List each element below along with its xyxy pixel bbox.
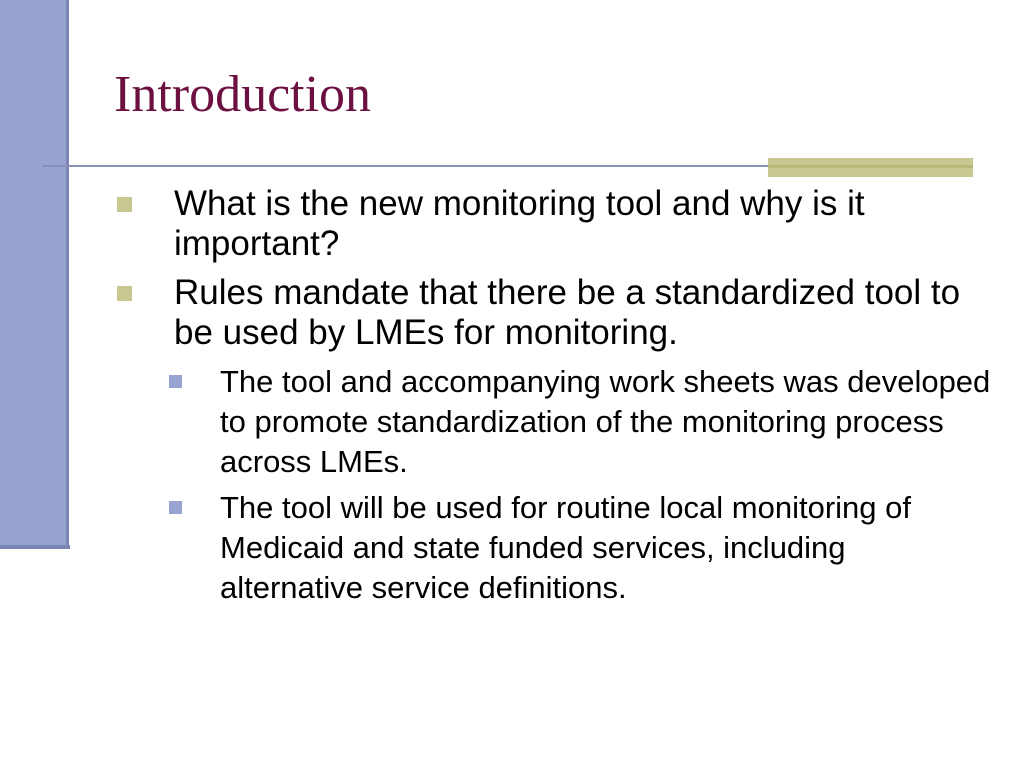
square-bullet-icon [169, 375, 182, 388]
bullet-item-level1 [112, 184, 992, 264]
bullet-item-level2 [112, 362, 992, 482]
bullet-list [112, 184, 992, 614]
square-bullet-icon [117, 197, 132, 212]
bullet-text: The tool and accompanying work sheets was developed to promote standardization of the monitoring process across LMEs. [220, 364, 991, 479]
bullet-text: The tool will be used for routine local monitoring of Medicaid and state funded services, including alternative service definitions. [220, 490, 911, 605]
bullet-text: Rules mandate that there be a standardized tool to be used by LMEs for monitoring. [174, 273, 961, 352]
slide-title: Introduction [114, 66, 372, 123]
bullet-item-level1 [112, 273, 992, 353]
title-accent-line [768, 165, 973, 168]
bullet-text: What is the new monitoring tool and why is it important? [174, 184, 865, 263]
left-bar-edge [66, 0, 69, 548]
square-bullet-icon [117, 286, 132, 301]
square-bullet-icon [169, 501, 182, 514]
left-decorative-bar [0, 0, 68, 545]
bullet-item-level2 [112, 488, 992, 608]
left-bar-shadow [0, 545, 70, 549]
